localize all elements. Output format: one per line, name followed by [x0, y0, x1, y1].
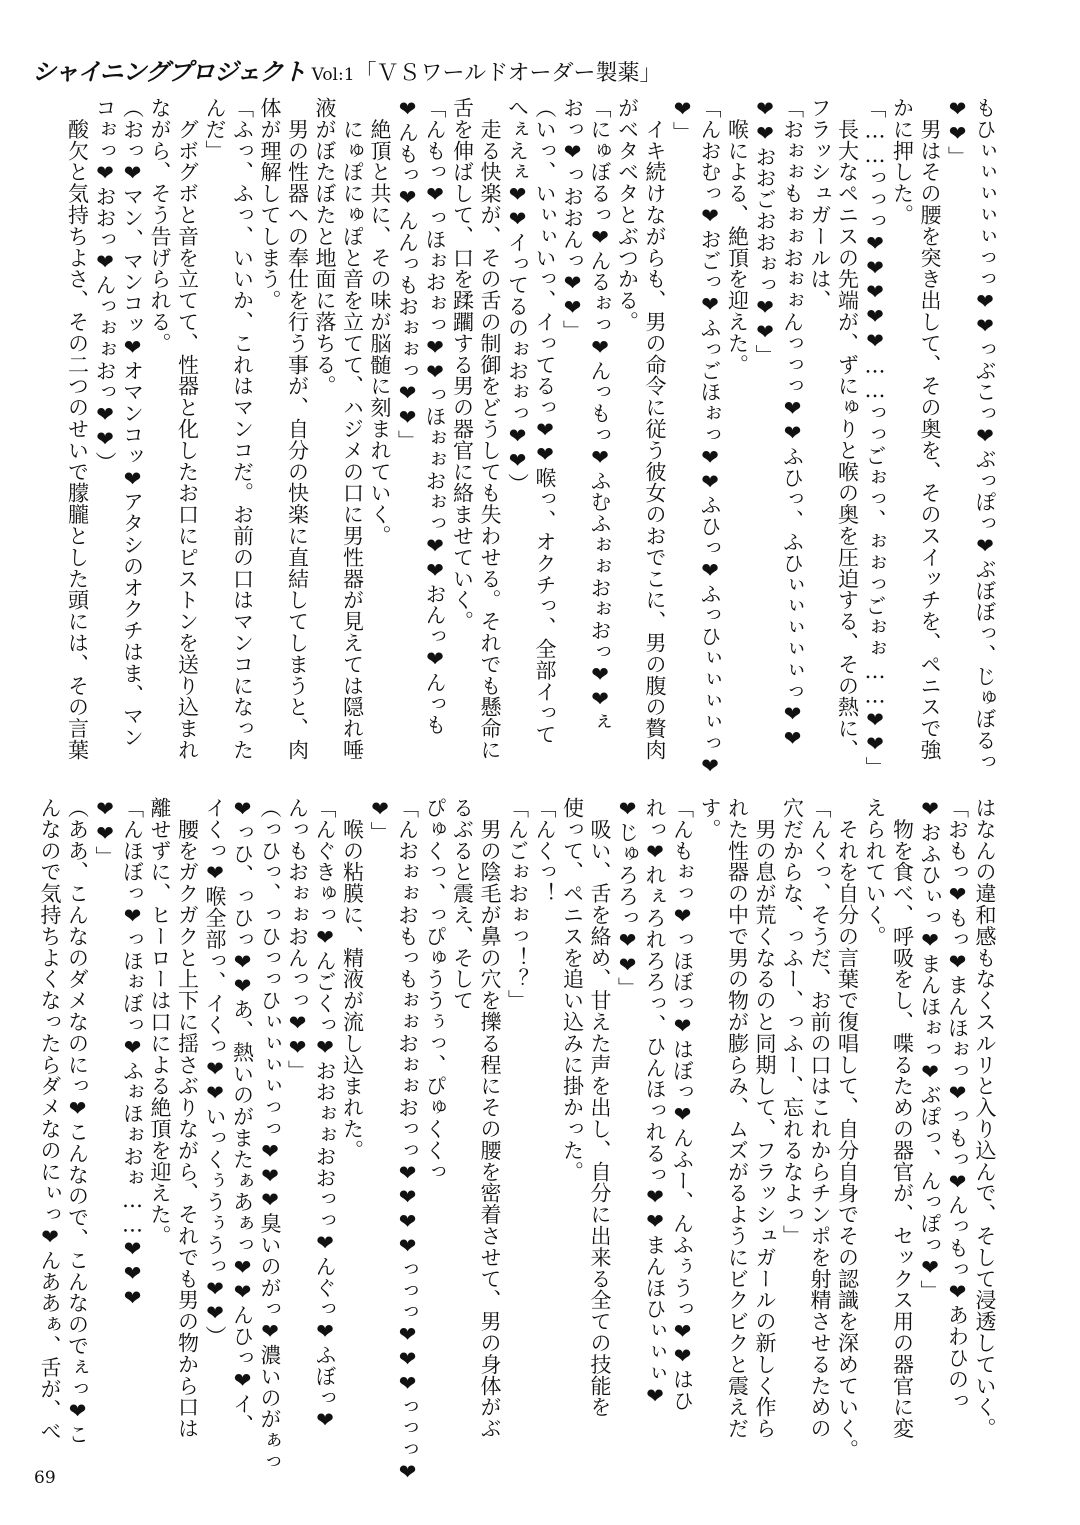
text-column: かに押した。 — [890, 97, 915, 226]
text-column: 舌を伸ばして、口を蹂躙する男の器官に絡ませていく。 — [450, 97, 475, 632]
text-column: んだ」 — [203, 97, 227, 162]
text-column: イくっ❤喉全部っ、イくっ❤❤いっくぅうぅうっ❤❤） — [203, 797, 227, 1347]
text-column: 体が理解してしまう。 — [258, 97, 282, 311]
text-column: 男はその腰を突き出して、その奥を、そのスイッチを、ペニスで強 — [918, 97, 942, 761]
text-column: んなので気持ちよくなったらダメなのにぃっ❤んああぁ、舌が、べ — [38, 797, 62, 1442]
text-column: へぇえぇ❤❤イってるのぉおぉっ❤❤） — [505, 97, 530, 495]
text-column: （ああ、こんなのダメなのにっ❤こんなので、こんなのでぇっ❤こ — [65, 797, 90, 1445]
text-column: 離せずに、ヒーローは口による絶頂を迎えた。 — [148, 797, 172, 1247]
text-column: ぴゅくっ、っぴゅううぅっ、ぴゅくくっ — [423, 797, 447, 1183]
text-column: 物を食べ、呼吸をし、喋るための器官が、セックス用の器官に変 — [890, 797, 915, 1439]
text-column: グボグボと音を立てて、性器と化したお口にピストンを送り込まれ — [175, 97, 200, 761]
text-column: 吸い、舌を絡め、甘えた声を出し、自分に出来る全ての技能を — [588, 797, 612, 1418]
text-column: もひぃぃぃぃぃっっ❤❤っぶこっ❤ぶっぽっ❤ぶぼぼっ、じゅぼるっ — [973, 97, 997, 773]
text-column: イキ続けながらも、男の命令に従う彼女のおでこに、男の腹の贅肉 — [643, 97, 667, 761]
text-column: 男の性器への奉仕を行う事が、自分の快楽に直結してしまうと、肉 — [285, 97, 310, 761]
text-column: す。 — [698, 797, 722, 840]
text-column: はなんの違和感もなくスルリと入り込んで、そして浸透していく。 — [973, 797, 997, 1439]
text-column: がベタベタとぶつかる。 — [615, 97, 640, 333]
text-column: 液がぼたぼたと地面に落ちる。 — [313, 97, 337, 397]
text-column: ❤❤」 — [93, 797, 117, 868]
text-column: 「んほぼっ❤っほぉぼっ❤ふぉほぉおぉ……❤❤❤ — [120, 797, 145, 1311]
text-column: にゅぽにゅぽと音を立てて、ハジメの口に男性器が見えては隠れ唾 — [340, 97, 365, 761]
volume-label: Vol:1 — [311, 65, 355, 85]
text-column: えられていく。 — [863, 797, 887, 947]
text-column: 「にゅぼるっ❤んるぉっ❤んっもっ❤ふむふぉぉおぉおっ❤❤ぇ — [588, 97, 612, 733]
text-column: ❤じゅろろっ❤❤」 — [615, 797, 640, 999]
text-column: 「んくっ、そうだ、お前の口はこれからチンポを射精させるための — [808, 797, 832, 1439]
text-column: ながら、そう告げられる。 — [148, 97, 172, 354]
text-column: 男の陰毛が鼻の穴を擽る程にその腰を密着させて、男の身体がぶ — [478, 797, 502, 1439]
text-column: 長大なペニスの先端が、ずにゅりと喉の奥を圧迫する、その熱に、 — [835, 97, 860, 761]
text-block-top — [63, 97, 998, 777]
text-column: おっ❤っおおんっ❤❤」 — [560, 97, 585, 342]
text-column: ❤」 — [670, 97, 695, 143]
text-column: 絶頂と共に、その味が脳髄に刻まれていく。 — [368, 97, 392, 547]
text-column: 「んごぉおぉっ！？」 — [505, 797, 530, 1011]
text-column: コぉっ❤おおっ❤んっぉぉおっ❤❤） — [93, 97, 117, 473]
text-column: 使って、ペニスを追い込みに掛かった。 — [560, 797, 585, 1183]
series-logo: シャイニングプロジェクト — [32, 58, 306, 86]
chapter-subtitle: 「ＶＳワールドオーダー製薬」 — [354, 61, 662, 86]
text-column: 「んもっ❤っほぉおぉっ❤❤っほぉぉおぉっ❤❤おんっ❤んっも — [423, 97, 447, 736]
text-column: 酸欠と気持ちよさ、その二つのせいで朦朧とした頭には、その言葉 — [65, 97, 90, 761]
text-column: ❤っひ、っひっ❤❤あ、熱いのがまたぁあぁっ❤❤んひっ❤イ、 — [230, 797, 255, 1436]
text-column: ❤」 — [368, 797, 392, 843]
text-column: れっ❤れぇろれろろっ、ひんほっれるっ❤❤まんほひぃぃぃ❤ — [643, 797, 667, 1409]
text-column: 「んぐきゅっ❤んごくっ❤おおぉぉおおっっ❤んぐっ❤ふぼっ❤ — [313, 797, 337, 1433]
text-column: 「んおむっ❤おごっ❤ふっごほぉっ❤❤ふひっ❤ふっひぃぃぃぃっ❤ — [698, 97, 722, 779]
text-column: ❤んもっ❤んんっもおぉぉっ❤❤」 — [395, 97, 420, 452]
text-column: 「……っっっ❤❤❤❤❤……っっごぉっ、ぉぉっごぉぉ……❤❤」 — [863, 97, 887, 778]
text-column: フラッシュガールは、 — [808, 97, 832, 311]
text-column: 男の息が荒くなるのと同期して、フラッシュガールの新しく作ら — [753, 797, 777, 1439]
text-column: 「ふっ、ふっ、いいか、これはマンコだ。お前の口はマンコになった — [230, 97, 255, 761]
text-column: ❤❤」 — [945, 97, 970, 168]
text-column: （っひっ、っひっっひぃぃぃぃっっ❤❤❤臭いのがっ❤濃いのがぁっ — [258, 797, 282, 1473]
page-number: 69 — [34, 1468, 56, 1488]
text-column: るぶると震え、そして — [450, 797, 475, 1011]
text-column: （いっ、いぃぃいっ、イってるっ❤❤喉っ、オクチっ、全部イって — [533, 97, 557, 745]
text-column: ❤おふひぃっ❤まんほぉっ❤ぶぽっ、んっぽっ❤」 — [918, 797, 942, 1302]
text-column: ❤❤おおごおおぉっ❤❤」 — [753, 97, 777, 366]
text-column: 走る快楽が、その舌の制御をどうしても失わせる。それでも懸命に — [478, 97, 502, 761]
text-column: 「んおぉぉおもっもぉぉおぉぉおっっ❤❤❤❤っっっ❤❤❤っっっ❤ — [395, 797, 420, 1485]
text-column: んっもおぉぉおんっっ❤❤」 — [285, 797, 310, 1082]
running-header — [32, 52, 661, 87]
text-column: 喉による、絶頂を迎えた。 — [725, 97, 750, 376]
text-column: （おっ❤マン、マンコッ❤オマンコッ❤アタシのオクチはま、マン — [120, 97, 145, 748]
text-column: 「んもぉっ❤っほぼっ❤はぼっ❤んふー、んふぅうっ❤❤はひ — [670, 797, 695, 1412]
text-column: 穴だからな、っふー、っふー、忘れるなよっ」 — [780, 797, 805, 1247]
text-column: 「おぉぉもぉぉおぉぉんっっっ❤❤ふひっ、ふひぃぃぃぃぃっ❤❤ — [780, 97, 805, 751]
text-column: 「おもっ❤もっ❤まんほぉっ❤っもっ❤んっもっ❤あわひのっ — [945, 797, 970, 1412]
text-column: 腰をガクガクと上下に揺さぶりながら、それでも男の物から口は — [175, 797, 200, 1439]
text-column: それを自分の言葉で復唱して、自分自身でその認識を深めていく。 — [835, 797, 860, 1461]
text-column: 喉の粘膜に、精液が流し込まれた。 — [340, 797, 365, 1161]
text-column: 「んくっ！ — [533, 797, 557, 904]
text-column: れた性器の中で男の物が膨らみ、ムズがるようにビクビクと震えだ — [725, 797, 750, 1439]
